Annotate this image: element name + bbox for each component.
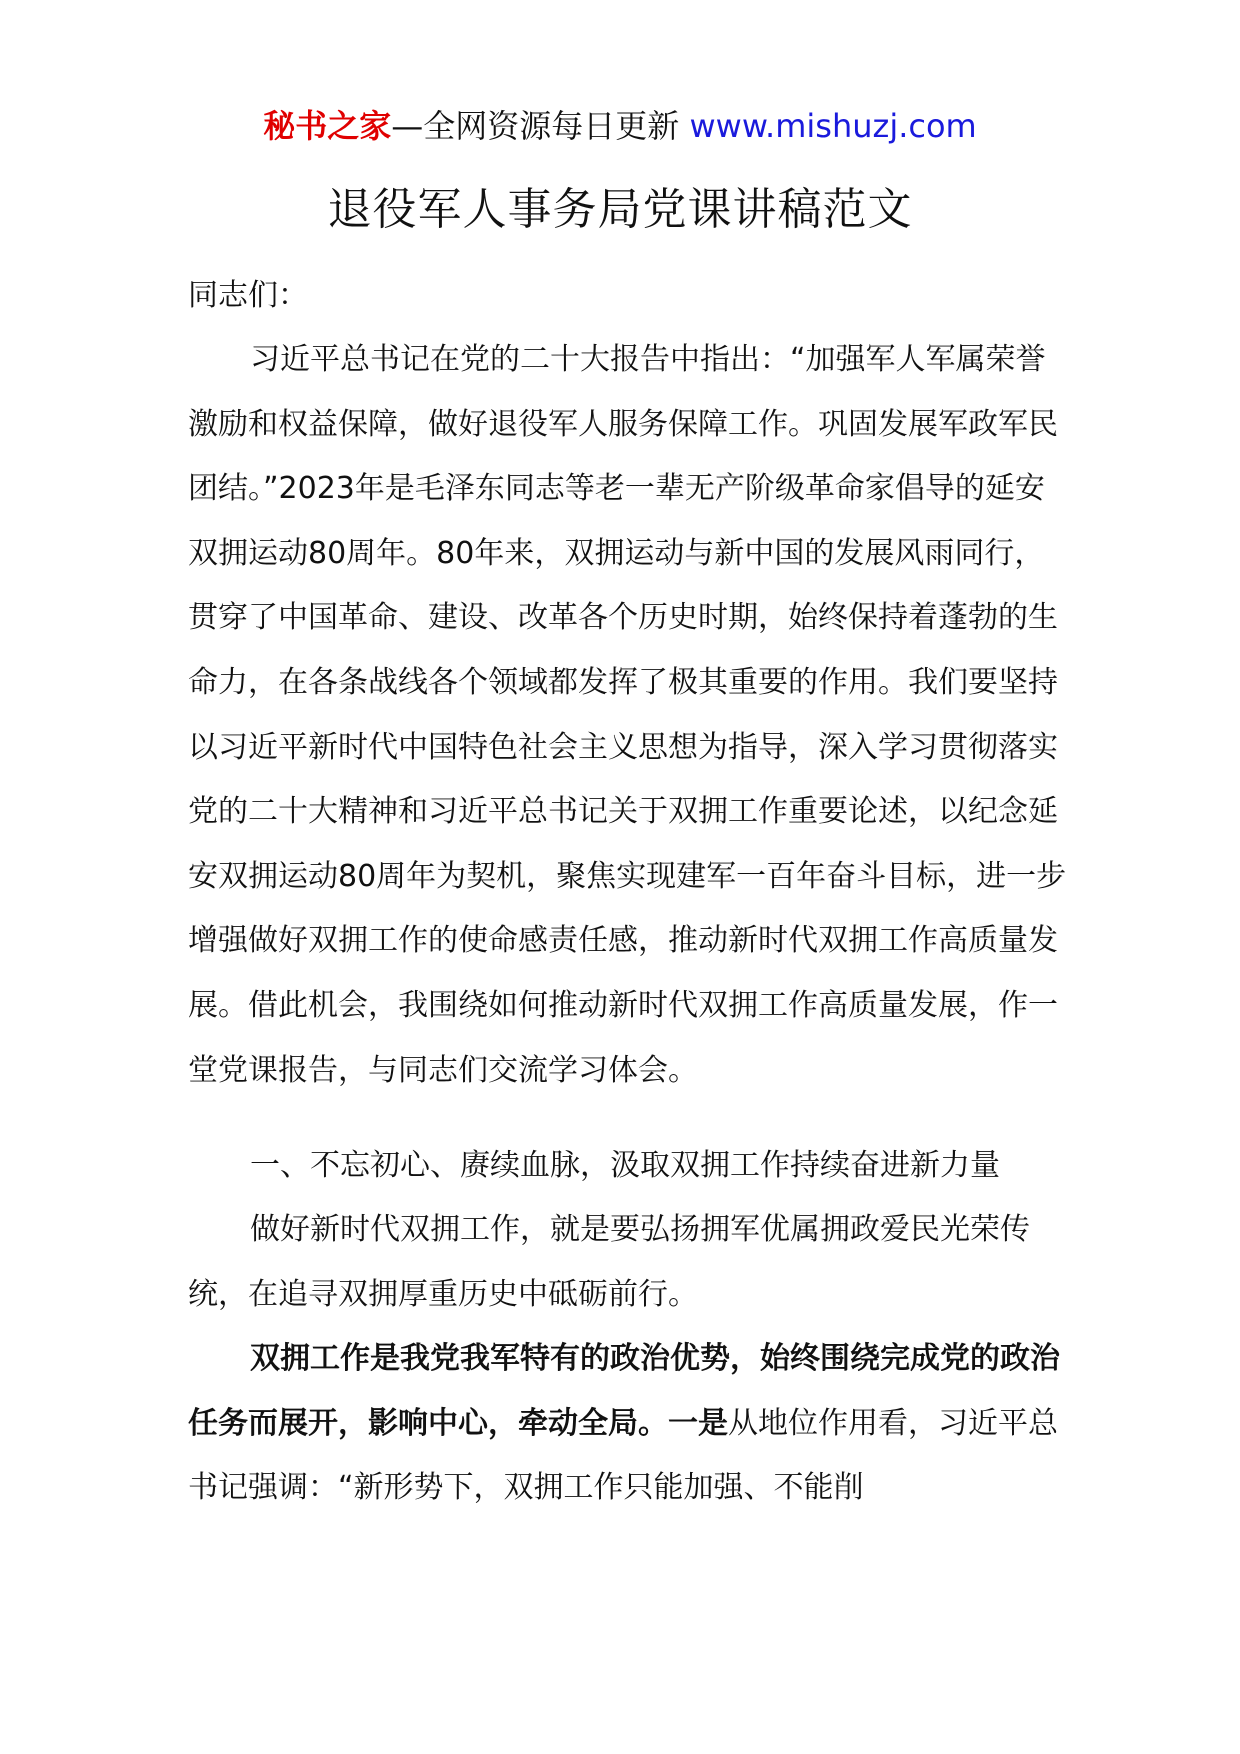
paragraph-political-advantage xyxy=(188,1327,1068,1521)
paragraph-continuation: 从地位作用看，习近平总书记强调：“新形势下，双拥工作只能加强、不能削 xyxy=(188,1405,1058,1506)
banner-tagline: —全网资源每日更新 xyxy=(391,107,680,145)
site-banner xyxy=(0,104,1240,148)
brand-name: 秘书之家 xyxy=(263,107,392,145)
salutation: 同志们： xyxy=(188,278,308,313)
paragraph-intro: 习近平总书记在党的二十大报告中指出：“加强军人军属荣誉激励和权益保障，做好退役军人服务保障工作。巩固发展军政军民团结。”2023年是毛泽东同志等老一辈无产阶级革命家倡导的延安双拥运动80周年。80年来，双拥运动与新中国的发展风雨同行，贯穿了中国革命、建设、改革各个历史时期，始终保持着蓬勃的生命力，在各条战线各个领域都发挥了极其重要的作用。我们要坚持以习近平新时代中国特色社会主义思想为指导，深入学习贯彻落实党的二十大精神和习近平总书记关于双拥工作重要论述，以纪念延安双拥运动80周年为契机，聚焦实现建军一百年奋斗目标，进一步增强做好双拥工作的使命感责任感，推动新时代双拥工作高质量发展。借此机会，我围绕如何推动新时代双拥工作高质量发展，作一堂党课报告，与同志们交流学习体会。 xyxy=(188,342,1067,1088)
paragraph-section-intro: 做好新时代双拥工作，就是要弘扬拥军优属拥政爱民光荣传统，在追寻双拥厚重历史中砥砺前行。 xyxy=(188,1212,1030,1312)
bold-lead-sentence: 双拥工作是我党我军特有的政治优势，始终围绕完成党的政治任务而展开，影响中心，牵动全局。 xyxy=(188,1341,1060,1441)
document-title: 退役军人事务局党课讲稿范文 xyxy=(327,184,913,235)
section-heading: 一、不忘初心、赓续血脉，汲取双拥工作持续奋进新力量 xyxy=(250,1148,1000,1183)
bold-enumerator: 一是 xyxy=(668,1405,728,1441)
site-url-link[interactable]: www.mishuzj.com xyxy=(689,107,977,145)
